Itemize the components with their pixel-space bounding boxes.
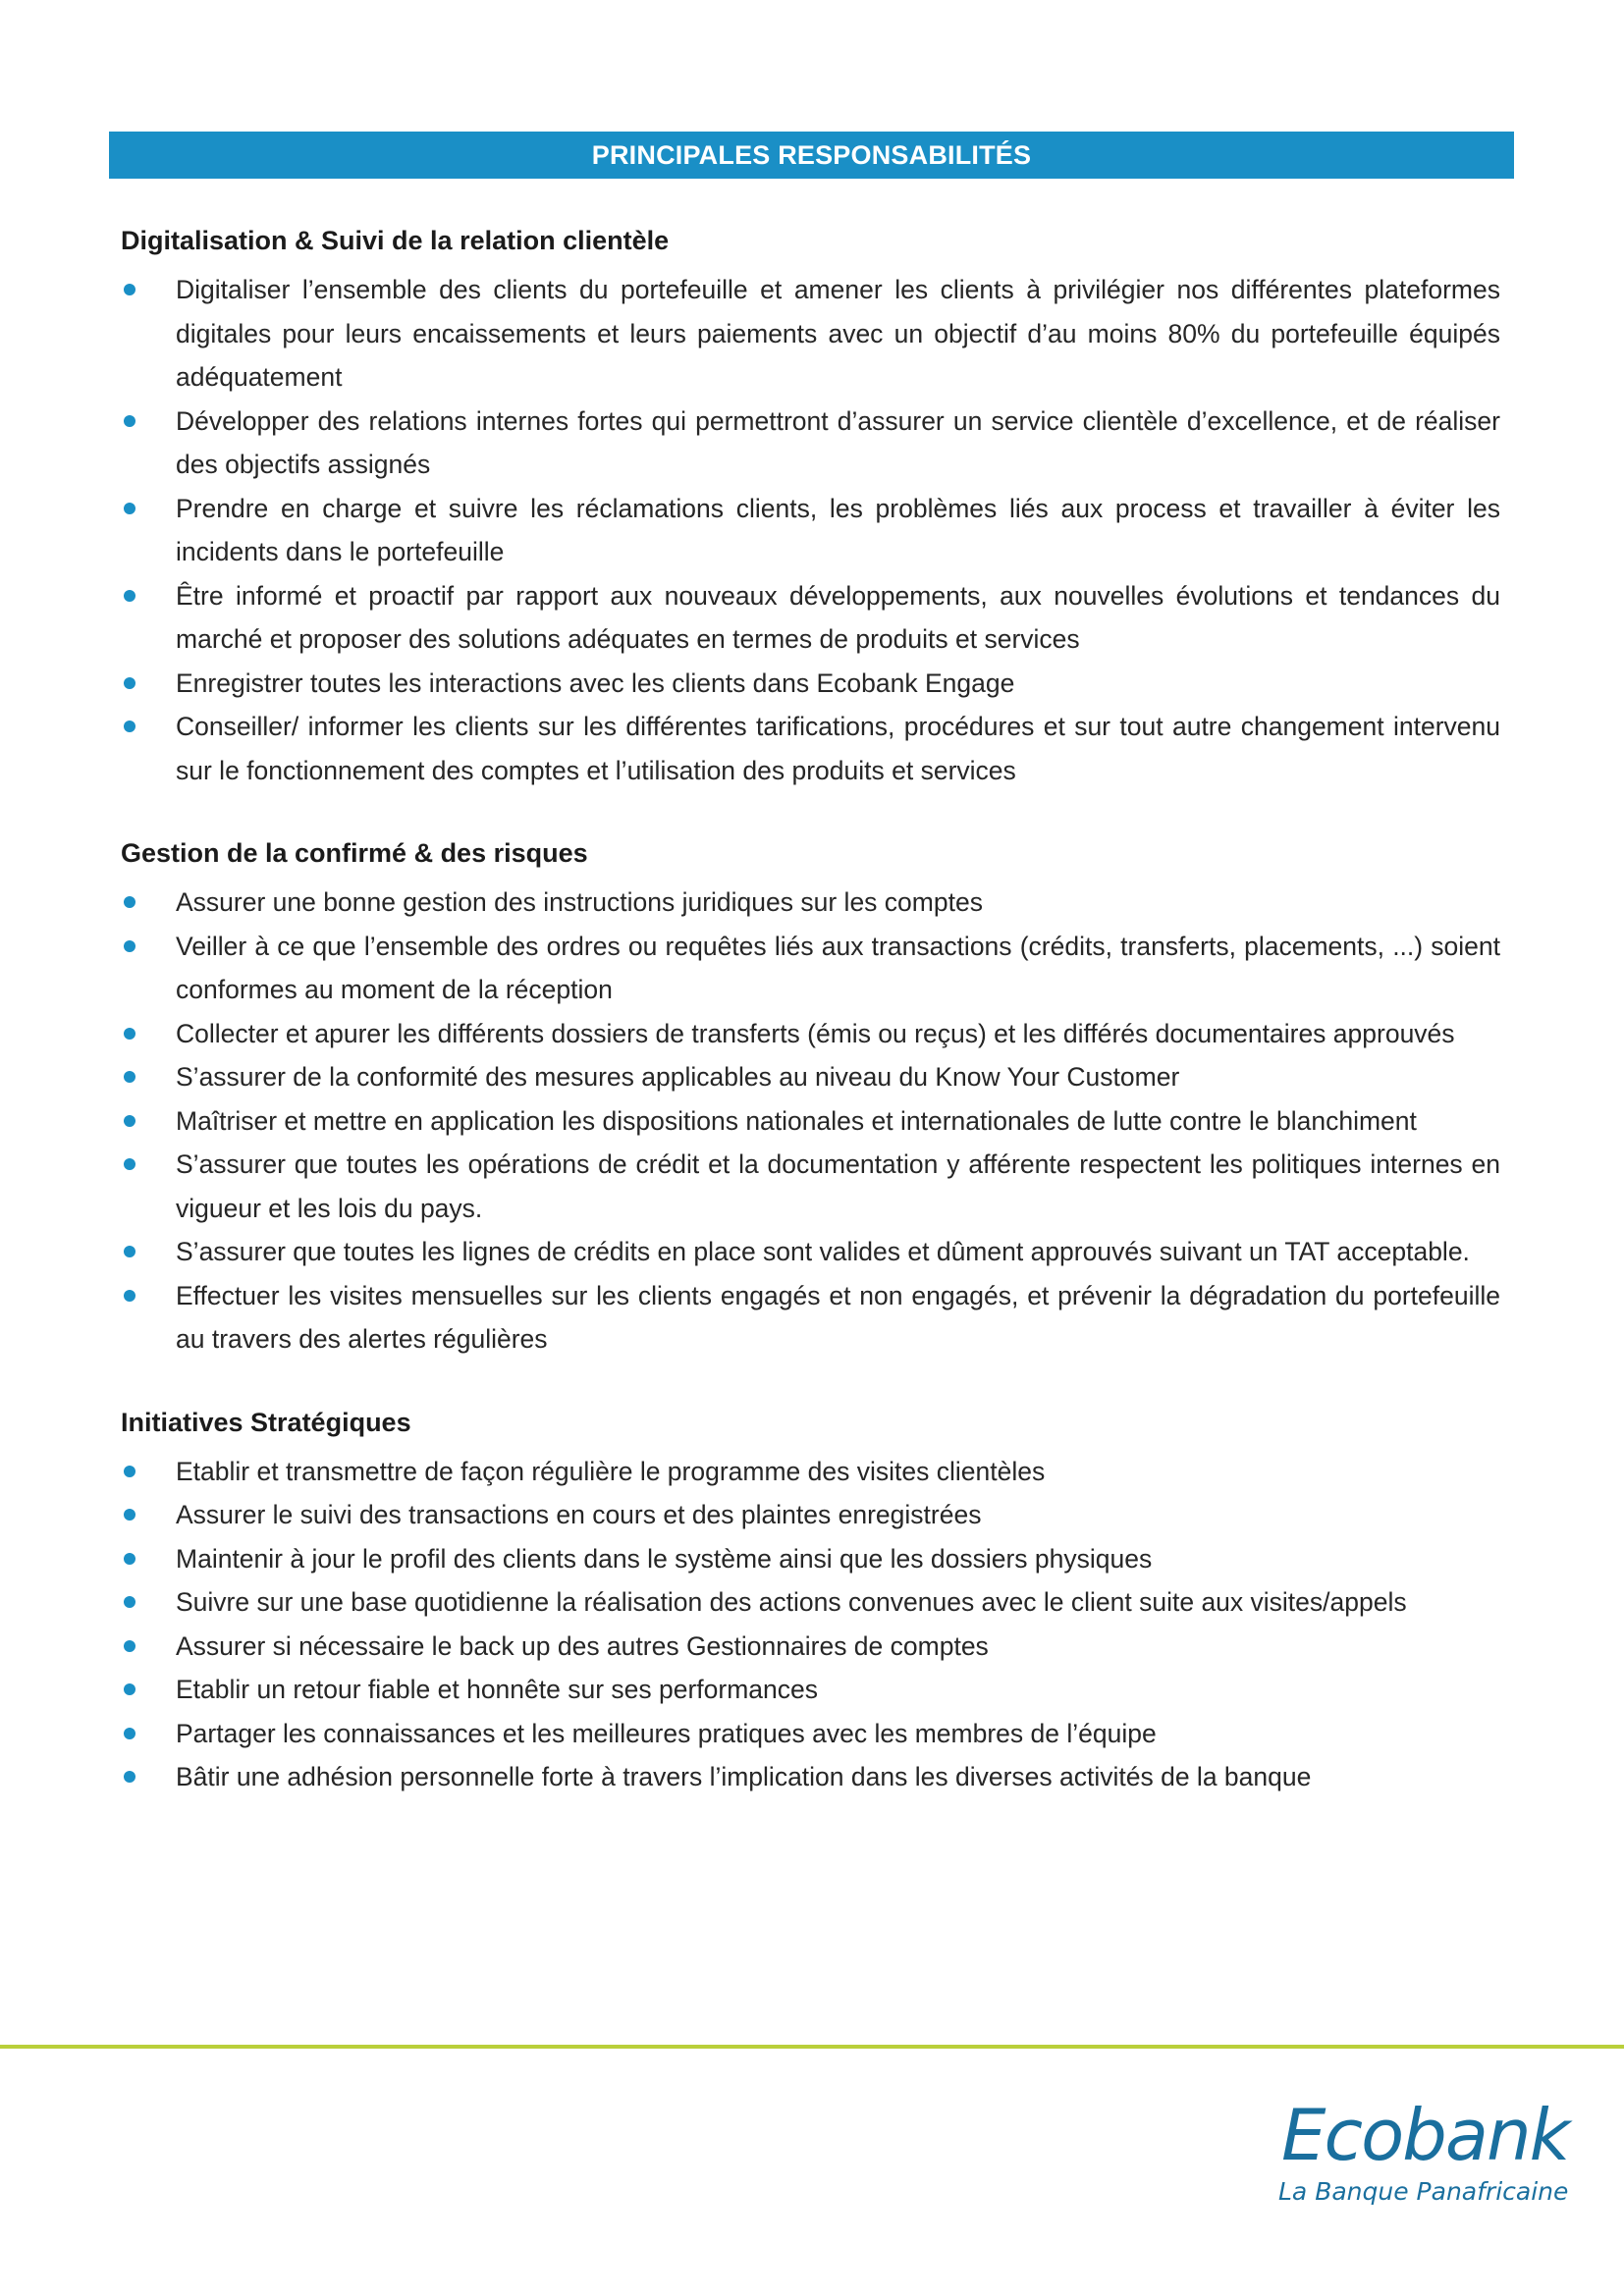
list-item-text: Suivre sur une base quotidienne la réalisation des actions convenues avec le client suite aux visites/appels	[176, 1587, 1407, 1617]
bullet-icon	[124, 677, 135, 689]
list-item	[121, 1668, 1500, 1712]
list-item	[121, 662, 1500, 706]
list-item-text: Partager les connaissances et les meilleures pratiques avec les membres de l’équipe	[176, 1718, 1157, 1748]
list-item	[121, 268, 1500, 400]
bullet-icon	[124, 1246, 135, 1257]
list-item	[121, 1712, 1500, 1756]
list-item-text: S’assurer que toutes les opérations de crédit et la documentation y afférente respectent les politiques internes en vigueur et les lois du pays.	[176, 1149, 1500, 1223]
logo-tagline: La Banque Panafricaine	[1278, 2177, 1569, 2206]
bullet-icon	[124, 1115, 135, 1127]
bullet-icon	[124, 284, 135, 295]
list-item	[121, 1230, 1500, 1274]
bullet-icon	[124, 1028, 135, 1040]
list-item-text: Digitaliser l’ensemble des clients du portefeuille et amener les clients à privilégier nos différentes plateformes digitales pour leurs encaissements et leurs paiements avec un objectif d’au moins 80% du portefeuille équipés adéquatement	[176, 275, 1500, 392]
list-item-text: S’assurer de la conformité des mesures applicables au niveau du Know Your Customer	[176, 1062, 1180, 1092]
list-item	[121, 1755, 1500, 1799]
list-item-text: Effectuer les visites mensuelles sur les clients engagés et non engagés, et prévenir la dégradation du portefeuille au travers des alertes régulières	[176, 1280, 1500, 1354]
bullet-icon	[124, 1509, 135, 1521]
bullet-icon	[124, 1771, 135, 1783]
bullet-icon	[124, 415, 135, 427]
list-item	[121, 1143, 1500, 1230]
section-risk-management	[121, 831, 1500, 1362]
list-item	[121, 1625, 1500, 1669]
list-item-text: Conseiller/ informer les clients sur les différentes tarifications, procédures et sur tout autre changement intervenu sur le fonctionnement des comptes et l’utilisation des produits et services	[176, 712, 1500, 785]
bullet-list	[121, 881, 1500, 1362]
section-title: Initiatives Stratégiques	[121, 1407, 411, 1437]
bullet-icon	[124, 1290, 135, 1302]
list-item-text: Etablir et transmettre de façon régulière le programme des visites clientèles	[176, 1456, 1046, 1486]
section-digitalisation	[121, 219, 1500, 792]
ecobank-logo	[1270, 2094, 1569, 2212]
list-item-text: Maintenir à jour le profil des clients dans le système ainsi que les dossiers physiques	[176, 1543, 1153, 1574]
list-item-text: S’assurer que toutes les lignes de crédits en place sont valides et dûment approuvés suivant un TAT acceptable.	[176, 1237, 1470, 1266]
bullet-icon	[124, 1728, 135, 1739]
list-item-text: Assurer une bonne gestion des instructions juridiques sur les comptes	[176, 887, 983, 917]
section-header-bar	[109, 132, 1514, 179]
section-title: Gestion de la confirmé & des risques	[121, 838, 588, 868]
list-item	[121, 1580, 1500, 1625]
logo-wordmark: Ecobank	[1281, 2094, 1569, 2176]
list-item-text: Maîtriser et mettre en application les dispositions nationales et internationales de lutte contre le blanchiment	[176, 1105, 1417, 1136]
document-body	[121, 219, 1500, 1799]
list-item	[121, 1493, 1500, 1537]
bullet-icon	[124, 1071, 135, 1083]
bullet-list	[121, 268, 1500, 792]
bullet-icon	[124, 721, 135, 732]
bullet-icon	[124, 1683, 135, 1695]
bullet-icon	[124, 896, 135, 908]
list-item	[121, 1055, 1500, 1099]
section-strategic-initiatives	[121, 1401, 1500, 1799]
list-item	[121, 881, 1500, 925]
list-item	[121, 925, 1500, 1012]
list-item	[121, 487, 1500, 574]
list-item-text: Être informé et proactif par rapport aux nouveaux développements, aux nouvelles évolutions et tendances du marché et proposer des solutions adéquates en termes de produits et services	[176, 580, 1500, 654]
bullet-list	[121, 1450, 1500, 1799]
bullet-icon	[124, 1640, 135, 1652]
bullet-icon	[124, 1158, 135, 1170]
bullet-icon	[124, 1553, 135, 1565]
bullet-icon	[124, 1596, 135, 1608]
list-item-text: Développer des relations internes fortes qui permettront d’assurer un service clientèle d’excellence, et de réaliser des objectifs assignés	[176, 405, 1500, 479]
list-item-text: Collecter et apurer les différents dossiers de transferts (émis ou reçus) et les différés documentaires approuvés	[176, 1018, 1455, 1048]
list-item	[121, 1450, 1500, 1494]
list-item	[121, 1537, 1500, 1581]
list-item-text: Enregistrer toutes les interactions avec les clients dans Ecobank Engage	[176, 667, 1015, 698]
footer-divider	[0, 2045, 1624, 2049]
list-item	[121, 705, 1500, 792]
list-item	[121, 1274, 1500, 1362]
bullet-icon	[124, 1466, 135, 1477]
list-item-text: Veiller à ce que l’ensemble des ordres ou requêtes liés aux transactions (crédits, transferts, placements, ...) soient conformes au moment de la réception	[176, 931, 1500, 1004]
list-item-text: Assurer si nécessaire le back up des autres Gestionnaires de comptes	[176, 1630, 989, 1661]
bullet-icon	[124, 590, 135, 602]
bullet-icon	[124, 940, 135, 952]
list-item-text: Prendre en charge et suivre les réclamations clients, les problèmes liés aux process et travailler à éviter les incidents dans le portefeuille	[176, 493, 1500, 566]
section-title: Digitalisation & Suivi de la relation clientèle	[121, 226, 670, 255]
list-item	[121, 400, 1500, 487]
page-title: PRINCIPALES RESPONSABILITÉS	[591, 139, 1032, 170]
list-item-text: Assurer le suivi des transactions en cours et des plaintes enregistrées	[176, 1500, 982, 1529]
list-item	[121, 1099, 1500, 1144]
list-item	[121, 1012, 1500, 1056]
list-item-text: Bâtir une adhésion personnelle forte à travers l’implication dans les diverses activités de la banque	[176, 1762, 1312, 1791]
list-item	[121, 574, 1500, 662]
bullet-icon	[124, 503, 135, 514]
list-item-text: Etablir un retour fiable et honnête sur ses performances	[176, 1675, 819, 1704]
